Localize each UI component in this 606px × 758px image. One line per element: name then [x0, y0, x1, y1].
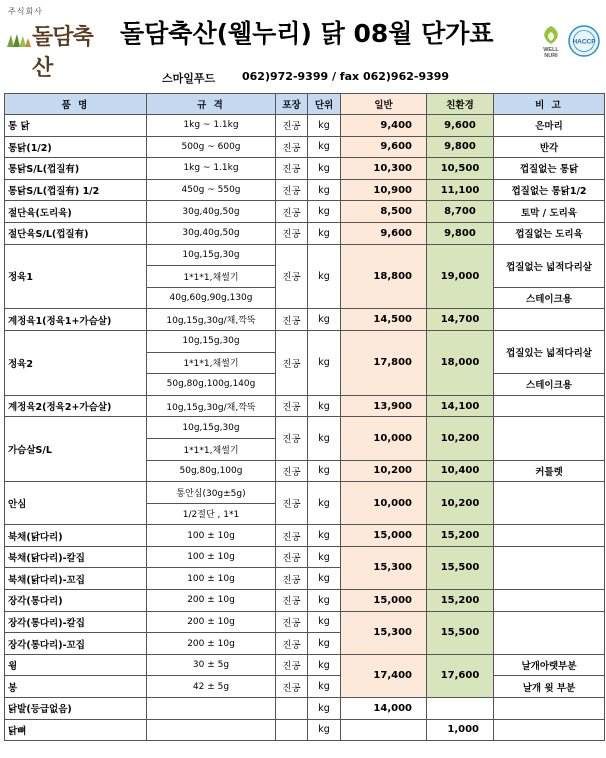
item-spec: 10g,15g,30g/채,깍뚝: [147, 309, 276, 331]
item-name: 통닭(1/2): [5, 136, 147, 158]
item-unit: kg: [308, 719, 341, 741]
col-note-header: 비 고: [494, 94, 605, 115]
eco-price: 10,400: [427, 460, 494, 482]
general-price: 10,300: [341, 158, 427, 180]
item-unit: kg: [308, 309, 341, 331]
table-row: [5, 654, 605, 676]
item-spec: 40g,60g,90g,130g: [147, 287, 276, 309]
item-unit: kg: [308, 395, 341, 417]
general-price: 10,900: [341, 179, 427, 201]
eco-price: 1,000: [427, 719, 494, 741]
eco-price: [427, 698, 494, 720]
item-pack: 진공: [276, 395, 308, 417]
general-price: 14,500: [341, 309, 427, 331]
table-row: [5, 115, 605, 137]
table-row: [5, 222, 605, 244]
logo-corp-label: 주식회사: [8, 7, 43, 16]
general-price: 10,000: [341, 417, 427, 460]
item-pack: 진공: [276, 222, 308, 244]
item-pack: 진공: [276, 201, 308, 223]
eco-price: 9,800: [427, 136, 494, 158]
item-note: 껍질있는 넓적다리살: [494, 330, 605, 373]
item-pack: 진공: [276, 482, 308, 525]
eco-price: 9,800: [427, 222, 494, 244]
phone-fax: 062)972-9399 / fax 062)962-9399: [242, 70, 450, 83]
general-price: 15,000: [341, 525, 427, 547]
item-spec: 10g,15g,30g: [147, 330, 276, 352]
item-name: 북채(닭다리)-칼집: [5, 546, 147, 568]
item-spec: 500g ~ 600g: [147, 136, 276, 158]
item-note: [494, 546, 605, 589]
col-spec-header: 규 격: [147, 94, 276, 115]
table-row: [5, 330, 605, 352]
item-note: 껍질없는 통닭1/2: [494, 179, 605, 201]
item-spec: 1kg ~ 1.1kg: [147, 115, 276, 137]
item-spec: [147, 719, 276, 741]
item-unit: kg: [308, 654, 341, 676]
item-unit: kg: [308, 158, 341, 180]
haccp-seal: [568, 25, 600, 57]
item-name: 장각(통다리): [5, 590, 147, 612]
item-name: 북채(닭다리)-꼬집: [5, 568, 147, 590]
table-row: [5, 201, 605, 223]
item-name: 가슴살S/L: [5, 417, 147, 482]
eco-price: 15,500: [427, 611, 494, 654]
item-note: 날개아랫부분: [494, 654, 605, 676]
item-pack: 진공: [276, 633, 308, 655]
eco-price: 15,200: [427, 590, 494, 612]
item-spec: 1*1*1,채썰기: [147, 266, 276, 288]
general-price: 15,300: [341, 611, 427, 654]
item-unit: kg: [308, 546, 341, 568]
table-row: [5, 525, 605, 547]
item-pack: [276, 719, 308, 741]
item-note: [494, 395, 605, 417]
item-spec: 50g,80g,100g: [147, 460, 276, 482]
table-row: [5, 136, 605, 158]
item-unit: kg: [308, 179, 341, 201]
table-row: [5, 719, 605, 741]
item-note: 껍질없는 넓적다리살: [494, 244, 605, 287]
item-name: 장각(통다리)-칼집: [5, 611, 147, 633]
general-price: 9,400: [341, 115, 427, 137]
item-pack: 진공: [276, 676, 308, 698]
item-spec: 10g,15g,30g: [147, 417, 276, 439]
item-unit: kg: [308, 244, 341, 309]
item-spec: 42 ± 5g: [147, 676, 276, 698]
item-note: 은마리: [494, 115, 605, 137]
table-row: [5, 395, 605, 417]
item-pack: 진공: [276, 244, 308, 309]
item-name: 통 닭: [5, 115, 147, 137]
supplier-name: 스마일푸드: [162, 72, 216, 85]
item-pack: 진공: [276, 546, 308, 568]
svg-text:HACCP: HACCP: [572, 38, 596, 46]
company-logo: [4, 6, 104, 81]
item-note: 껍질없는 도리육: [494, 222, 605, 244]
item-unit: kg: [308, 222, 341, 244]
eco-price: 8,700: [427, 201, 494, 223]
item-spec: 1/2절단 , 1*1: [147, 503, 276, 525]
eco-price: 14,700: [427, 309, 494, 331]
item-name: 장각(통다리)-꼬집: [5, 633, 147, 655]
item-spec: 1kg ~ 1.1kg: [147, 158, 276, 180]
table-row: [5, 698, 605, 720]
item-note: [494, 590, 605, 612]
item-spec: 200 ± 10g: [147, 590, 276, 612]
item-spec: 10g,15g,30g: [147, 244, 276, 266]
item-pack: 진공: [276, 611, 308, 633]
item-name: 계정육2(정육2+가슴살): [5, 395, 147, 417]
item-name: 닭발(등급없음): [5, 698, 147, 720]
item-note: [494, 417, 605, 460]
table-row: [5, 676, 605, 698]
item-spec: 30g,40g,50g: [147, 201, 276, 223]
item-note: [494, 611, 605, 654]
item-name: 통닭S/L(껍질有): [5, 158, 147, 180]
col-unit-header: 단위: [308, 94, 341, 115]
item-note: 날개 윗 부분: [494, 676, 605, 698]
item-pack: 진공: [276, 590, 308, 612]
item-unit: kg: [308, 698, 341, 720]
table-row: [5, 590, 605, 612]
general-price: 15,000: [341, 590, 427, 612]
item-pack: 진공: [276, 460, 308, 482]
item-spec: 30g,40g,50g: [147, 222, 276, 244]
item-spec: 100 ± 10g: [147, 568, 276, 590]
item-note: [494, 482, 605, 525]
item-unit: kg: [308, 417, 341, 460]
wellnuri-logo: [535, 24, 567, 58]
item-pack: 진공: [276, 136, 308, 158]
item-note: [494, 698, 605, 720]
svg-text:WELL: WELL: [543, 47, 559, 53]
table-row: [5, 158, 605, 180]
col-general-price-header: 일반: [341, 94, 427, 115]
item-unit: kg: [308, 611, 341, 633]
item-unit: kg: [308, 525, 341, 547]
eco-price: 10,500: [427, 158, 494, 180]
leaf-icon: [6, 32, 32, 48]
table-row: [5, 546, 605, 568]
item-unit: kg: [308, 115, 341, 137]
table-row: [5, 179, 605, 201]
item-pack: 진공: [276, 179, 308, 201]
col-eco-price-header: 친환경: [427, 94, 494, 115]
item-name: 정육2: [5, 330, 147, 395]
item-spec: [147, 698, 276, 720]
item-unit: kg: [308, 633, 341, 655]
item-spec: 200 ± 10g: [147, 611, 276, 633]
general-price: 9,600: [341, 222, 427, 244]
logo-text: 돌담축산: [32, 25, 93, 81]
item-unit: kg: [308, 568, 341, 590]
item-name: 안심: [5, 482, 147, 525]
item-spec: 1*1*1,채썰기: [147, 438, 276, 460]
item-spec: 100 ± 10g: [147, 525, 276, 547]
item-name: 윙: [5, 654, 147, 676]
item-spec: 10g,15g,30g/채,깍뚝: [147, 395, 276, 417]
item-spec: 1*1*1,채썰기: [147, 352, 276, 374]
item-pack: 진공: [276, 158, 308, 180]
svg-text:NURI: NURI: [544, 53, 558, 58]
general-price: 8,500: [341, 201, 427, 223]
item-unit: kg: [308, 676, 341, 698]
item-pack: 진공: [276, 115, 308, 137]
eco-price: 17,600: [427, 654, 494, 697]
table-header-row: [5, 94, 605, 115]
table-row: [5, 611, 605, 633]
item-note: [494, 525, 605, 547]
item-unit: kg: [308, 482, 341, 525]
item-name: 닭뼈: [5, 719, 147, 741]
general-price: 17,800: [341, 330, 427, 395]
item-unit: kg: [308, 201, 341, 223]
table-row: [5, 482, 605, 504]
item-name: 통닭S/L(껍질有) 1/2: [5, 179, 147, 201]
item-pack: 진공: [276, 525, 308, 547]
item-spec: 50g,80g,100g,140g: [147, 374, 276, 396]
general-price: [341, 719, 427, 741]
page-title: 돌담축산(웰누리) 닭 08월 단가표: [120, 19, 494, 48]
item-name: 봉: [5, 676, 147, 698]
col-name-header: 품 명: [5, 94, 147, 115]
item-note: 토막 / 도리육: [494, 201, 605, 223]
item-pack: 진공: [276, 309, 308, 331]
general-price: 9,600: [341, 136, 427, 158]
item-name: 정육1: [5, 244, 147, 309]
eco-price: 15,200: [427, 525, 494, 547]
item-spec: 100 ± 10g: [147, 546, 276, 568]
general-price: 10,200: [341, 460, 427, 482]
item-note: 반각: [494, 136, 605, 158]
general-price: 15,300: [341, 546, 427, 589]
item-unit: kg: [308, 590, 341, 612]
item-pack: 진공: [276, 330, 308, 395]
item-spec: 30 ± 5g: [147, 654, 276, 676]
table-row: [5, 417, 605, 439]
eco-price: 14,100: [427, 395, 494, 417]
item-spec: 통안심(30g±5g): [147, 482, 276, 504]
eco-price: 11,100: [427, 179, 494, 201]
item-name: 북채(닭다리): [5, 525, 147, 547]
general-price: 18,800: [341, 244, 427, 309]
price-table: [4, 93, 605, 741]
item-pack: 진공: [276, 654, 308, 676]
item-unit: kg: [308, 136, 341, 158]
item-note: 커틀렛: [494, 460, 605, 482]
contact-line: [0, 68, 606, 86]
item-unit: kg: [308, 460, 341, 482]
eco-price: 10,200: [427, 417, 494, 460]
item-pack: 진공: [276, 417, 308, 460]
eco-price: 18,000: [427, 330, 494, 395]
item-note: 스테이크용: [494, 374, 605, 396]
table-row: [5, 244, 605, 266]
item-spec: 200 ± 10g: [147, 633, 276, 655]
item-note: 스테이크용: [494, 287, 605, 309]
general-price: 14,000: [341, 698, 427, 720]
eco-price: 10,200: [427, 482, 494, 525]
eco-price: 19,000: [427, 244, 494, 309]
item-note: [494, 719, 605, 741]
item-name: 절단육S/L(껍질有): [5, 222, 147, 244]
eco-price: 15,500: [427, 546, 494, 589]
col-pack-header: 포장: [276, 94, 308, 115]
table-row: [5, 309, 605, 331]
item-note: [494, 309, 605, 331]
item-pack: 진공: [276, 568, 308, 590]
item-name: 계정육1(정육1+가슴살): [5, 309, 147, 331]
general-price: 17,400: [341, 654, 427, 697]
eco-price: 9,600: [427, 115, 494, 137]
item-note: 껍질없는 통닭: [494, 158, 605, 180]
item-spec: 450g ~ 550g: [147, 179, 276, 201]
item-name: 절단육(도리육): [5, 201, 147, 223]
item-pack: [276, 698, 308, 720]
general-price: 13,900: [341, 395, 427, 417]
item-unit: kg: [308, 330, 341, 395]
general-price: 10,000: [341, 482, 427, 525]
